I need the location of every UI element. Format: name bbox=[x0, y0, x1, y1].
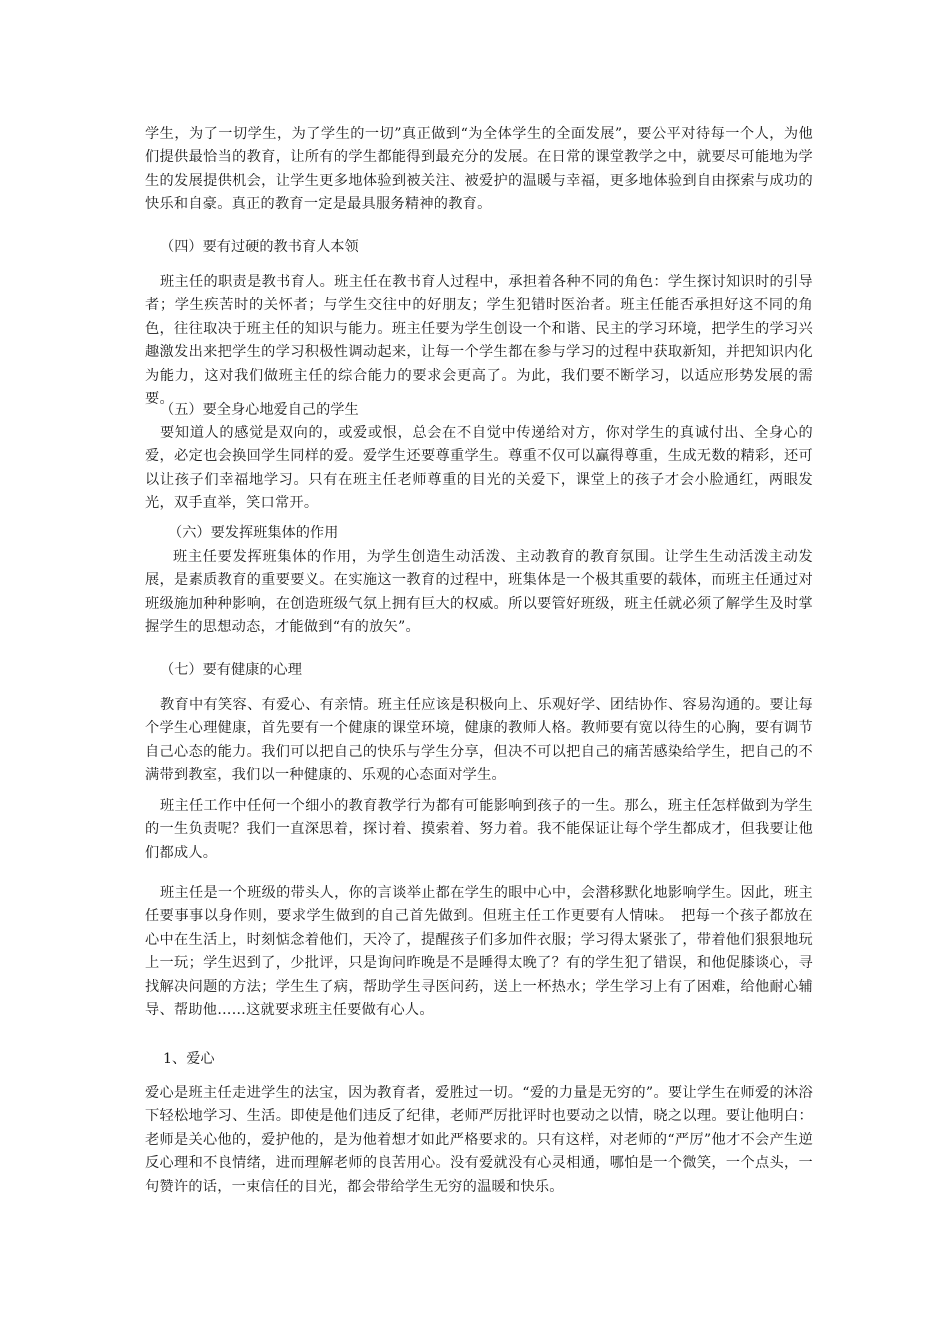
paragraph-6: 班主任工作中任何一个细小的教育教学行为都有可能影响到孩子的一生。那么，班主任怎样做到为学生的一生负责呢？我们一直深思着，探讨着、摸索着、努力着。我不能保证让每个学生都成才，但我要让他们都成人。 bbox=[145, 798, 813, 861]
heading-section-4: （四）要有过硬的教书育人本领 bbox=[160, 239, 359, 255]
paragraph-8: 爱心是班主任走进学生的法宝，因为教育者，爱胜过一切。“爱的力量是无穷的”。要让学生在师爱的沐浴下轻松地学习、生活。即使是他们违反了纪律，老师严厉批评时也要动之以情，晓之以理。要让他明白：老师是关心他的，爱护他的，是为他着想才如此严格要求的。只有这样，对老师的“严厉”他才不会产生逆反心理和不良情绪，进而理解老师的良苦用心。没有爱就没有心灵相通，哪怕是一个微笑，一个点头，一句赞许的话，一束信任的目光，都会带给学生无穷的温暖和快乐。 bbox=[145, 1085, 813, 1195]
heading-love: 1、爱心 bbox=[163, 1051, 215, 1067]
paragraph-3: 要知道人的感觉是双向的，或爱或恨，总会在不自觉中传递给对方，你对学生的真诚付出、全身心的爱，必定也会换回学生同样的爱。爱学生还要尊重学生。尊重不仅可以赢得尊重，生成无数的精彩，还可以让孩子们幸福地学习。只有在班主任老师尊重的目光的关爱下，课堂上的孩子才会小脸通红，两眼发光，双手直举，笑口常开。 bbox=[145, 425, 813, 512]
heading-section-7: （七）要有健康的心理 bbox=[160, 662, 302, 678]
heading-section-5: （五）要全身心地爱自己的学生 bbox=[160, 402, 359, 418]
paragraph-5: 教育中有笑容、有爱心、有亲情。班主任应该是积极向上、乐观好学、团结协作、容易沟通的。要让每个学生心理健康，首先要有一个健康的课堂环境，健康的教师人格。教师要有宽以待生的心胸，要有调节自己心态的能力。我们可以把自己的快乐与学生分享，但决不可以把自己的痛苦感染给学生，把自己的不满带到教室，我们以一种健康的、乐观的心态面对学生。 bbox=[145, 697, 813, 784]
paragraph-4: 班主任要发挥班集体的作用，为学生创造生动活泼、主动教育的教育氛围。让学生生动活泼主动发展，是素质教育的重要要义。在实施这一教育的过程中，班集体是一个极其重要的载体，而班主任通过对班级施加种种影响，在创造班级气氛上拥有巨大的权威。所以要管好班级，班主任就必须了解学生及时掌握学生的思想动态，才能做到“有的放矢”。 bbox=[145, 549, 813, 636]
paragraph-2: 班主任的职责是教书育人。班主任在教书育人过程中，承担着各种不同的角色：学生探讨知识时的引导者；学生疾苦时的关怀者；与学生交往中的好朋友；学生犯错时医治者。班主任能否承担好这不同的角色，往往取决于班主任的知识与能力。班主任要为学生创设一个和谐、民主的学习环境，把学生的学习兴趣激发出来把学生的学习积极性调动起来，让每一个学生都在参与学习的过程中获取新知，并把知识内化为能力，这对我们做班主任的综合能力的要求会更高了。为此，我们要不断学习，以适应形势发展的需要。 bbox=[145, 274, 813, 408]
paragraph-7: 班主任是一个班级的带头人，你的言谈举止都在学生的眼中心中，会潜移默化地影响学生。因此，班主任要事事以身作则，要求学生做到的自己首先做到。但班主任工作更要有人情味。 把每一个孩子都放在心中在生活上，时刻惦念着他们，天冷了，提醒孩子们多加件衣服；学习得太紧张了，带着他们狠狠地玩上一玩；学生迟到了，少批评，只是询问昨晚是不是睡得太晚了？有的学生犯了错误，和他促膝谈心，寻找解决问题的方法；学生生了病，帮助学生寻医问药，送上一杯热水；学生学习上有了困难，给他耐心辅导、帮助他……这就要求班主任要做有心人。 bbox=[145, 885, 813, 1019]
paragraph-1: 学生，为了一切学生，为了学生的一切”真正做到“为全体学生的全面发展”，要公平对待每一个人，为他们提供最恰当的教育，让所有的学生都能得到最充分的发展。在日常的课堂教学之中，就要尽可能地为学生的发展提供机会，让学生更多地体验到被关注、被爱护的温暖与幸福，更多地体验到自由探索与成功的快乐和自豪。真正的教育一定是最具服务精神的教育。 bbox=[145, 126, 813, 213]
heading-section-6: （六）要发挥班集体的作用 bbox=[168, 525, 339, 541]
